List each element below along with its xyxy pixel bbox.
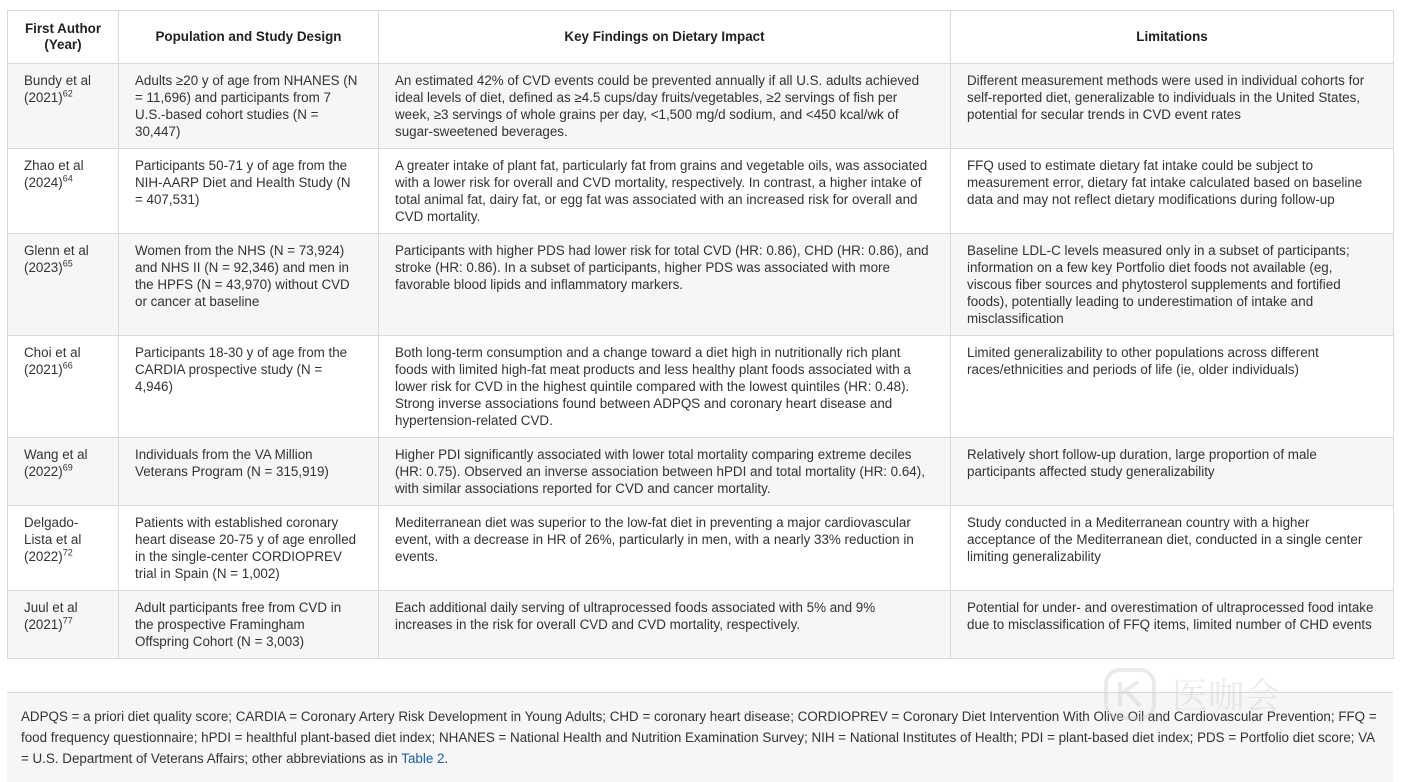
author-name: Juul et al (2021) (24, 600, 78, 632)
table-row (8, 506, 1394, 591)
table-row (8, 234, 1394, 336)
watermark-text: 医咖会 (1172, 676, 1281, 717)
cell-findings: Participants with higher PDS had lower risk for total CVD (HR: 0.86), CHD (HR: 0.86), and stroke (HR: 0.86). In a subset of participants, higher PDS was associated with more favorable blood lipids and inflammatory markers. (379, 234, 951, 336)
header-key-findings: Key Findings on Dietary Impact (379, 11, 951, 64)
cell-author (8, 591, 119, 659)
header-limitations: Limitations (951, 11, 1394, 64)
cell-limitations: Study conducted in a Mediterranean country with a higher acceptance of the Mediterranean diet, conducted in a single center limiting generalizability (951, 506, 1394, 591)
cell-population: Patients with established coronary heart disease 20-75 y of age enrolled in the single-center CORDIOPREV trial in Spain (N = 1,002) (119, 506, 379, 591)
footnote-text: ADPQS = a priori diet quality score; CARDIA = Coronary Artery Risk Development in Young Adults; CHD = coronary heart disease; CORDIOPREV = Coronary Diet Intervention With Olive Oil and Cardiovascular Prevention; FFQ = food frequency questionnaire; hPDI = healthful plant-based diet index; NHANES = National Health and Nutrition Examination Survey; NIH = National Institutes of Health; PDI = plant-based diet index; PDS = Portfolio diet score; VA = U.S. Department of Veterans Affairs; other abbreviations as in (21, 709, 1377, 766)
footnote-end: . (444, 751, 449, 766)
cell-limitations: Baseline LDL-C levels measured only in a subset of participants; information on a few key Portfolio diet foods not available (eg, viscous fiber sources and phytosterol supplements and fortified foods), potentially leading to underestimation of intake and misclassification (951, 234, 1394, 336)
cell-limitations: Limited generalizability to other populations across different races/ethnicities and periods of life (ie, older individuals) (951, 336, 1394, 438)
cell-limitations: FFQ used to estimate dietary fat intake could be subject to measurement error, dietary fat intake calculated based on baseline data and may not reflect dietary modifications during follow-up (951, 149, 1394, 234)
cell-population: Adult participants free from CVD in the prospective Framingham Offspring Cohort (N = 3,003) (119, 591, 379, 659)
table-row (8, 438, 1394, 506)
cell-author (8, 336, 119, 438)
author-name: Wang et al (2022) (24, 447, 88, 479)
author-name: Delgado-Lista et al (2022) (24, 515, 82, 564)
cell-findings: An estimated 42% of CVD events could be prevented annually if all U.S. adults achieved ideal levels of diet, defined as ≥4.5 cups/day fruits/vegetables, ≥2 servings of fish per week, ≥3 servings of whole grains per day, <1,500 mg/d sodium, and <450 kcal/wk of sugar-sweetened beverages. (379, 64, 951, 149)
cell-findings: Each additional daily serving of ultraprocessed foods associated with 5% and 9% increases in the risk for overall CVD and CVD mortality, respectively. (379, 591, 951, 659)
reference-number: 64 (62, 173, 73, 184)
table-row (8, 149, 1394, 234)
reference-number: 65 (62, 258, 73, 269)
cell-findings: Both long-term consumption and a change toward a diet high in nutritionally rich plant foods with limited high-fat meat products and less healthy plant foods associated with a lower risk for CVD in the highest quintile compared with the lowest quintiles (HR: 0.48). Strong inverse associations found between ADPQS and coronary heart disease and hypertension-related CVD. (379, 336, 951, 438)
cell-findings: Mediterranean diet was superior to the low-fat diet in preventing a major cardiovascular event, with a decrease in HR of 26%, particularly in men, with a nearly 33% reduction in events. (379, 506, 951, 591)
table-header-row (8, 11, 1394, 64)
table-row (8, 591, 1394, 659)
table-row (8, 64, 1394, 149)
cell-population: Adults ≥20 y of age from NHANES (N = 11,696) and participants from 7 U.S.-based cohort studies (N = 30,447) (119, 64, 379, 149)
cell-author (8, 64, 119, 149)
reference-number: 72 (62, 547, 73, 558)
reference-number: 66 (62, 360, 73, 371)
cell-population: Individuals from the VA Million Veterans Program (N = 315,919) (119, 438, 379, 506)
cell-author (8, 438, 119, 506)
cell-limitations: Potential for under- and overestimation of ultraprocessed food intake due to misclassification of FFQ items, limited number of CHD events (951, 591, 1394, 659)
cell-author (8, 149, 119, 234)
cell-population: Participants 18-30 y of age from the CARDIA prospective study (N = 4,946) (119, 336, 379, 438)
reference-number: 77 (62, 615, 73, 626)
table-container (7, 10, 1393, 659)
header-first-author: First Author (Year) (8, 11, 119, 64)
cell-population: Women from the NHS (N = 73,924) and NHS II (N = 92,346) and men in the HPFS (N = 43,970) without CVD or cancer at baseline (119, 234, 379, 336)
reference-number: 62 (62, 88, 73, 99)
cell-population: Participants 50-71 y of age from the NIH-AARP Diet and Health Study (N = 407,531) (119, 149, 379, 234)
cell-findings: Higher PDI significantly associated with lower total mortality comparing extreme deciles (HR: 0.75). Observed an inverse association between hPDI and total mortality (HR: 0.64), with similar associations reported for CVD and cancer mortality. (379, 438, 951, 506)
header-population: Population and Study Design (119, 11, 379, 64)
author-name: Bundy et al (2021) (24, 73, 91, 105)
cell-findings: A greater intake of plant fat, particularly fat from grains and vegetable oils, was associated with a lower risk for overall and CVD mortality, respectively. In contrast, a higher intake of total animal fat, dairy fat, or egg fat was associated with an increased risk for overall and CVD mortality. (379, 149, 951, 234)
reference-number: 69 (62, 462, 73, 473)
cell-limitations: Different measurement methods were used in individual cohorts for self-reported diet, generalizable to individuals in the United States, potential for secular trends in CVD event rates (951, 64, 1394, 149)
cell-author (8, 506, 119, 591)
cell-author (8, 234, 119, 336)
table-footnote (7, 692, 1393, 782)
study-table (7, 10, 1394, 659)
cell-limitations: Relatively short follow-up duration, large proportion of male participants affected study generalizability (951, 438, 1394, 506)
table-row (8, 336, 1394, 438)
author-name: Glenn et al (2023) (24, 243, 89, 275)
author-name: Choi et al (2021) (24, 345, 81, 377)
table-2-link[interactable]: Table 2 (401, 751, 445, 766)
author-name: Zhao et al (2024) (24, 158, 84, 190)
